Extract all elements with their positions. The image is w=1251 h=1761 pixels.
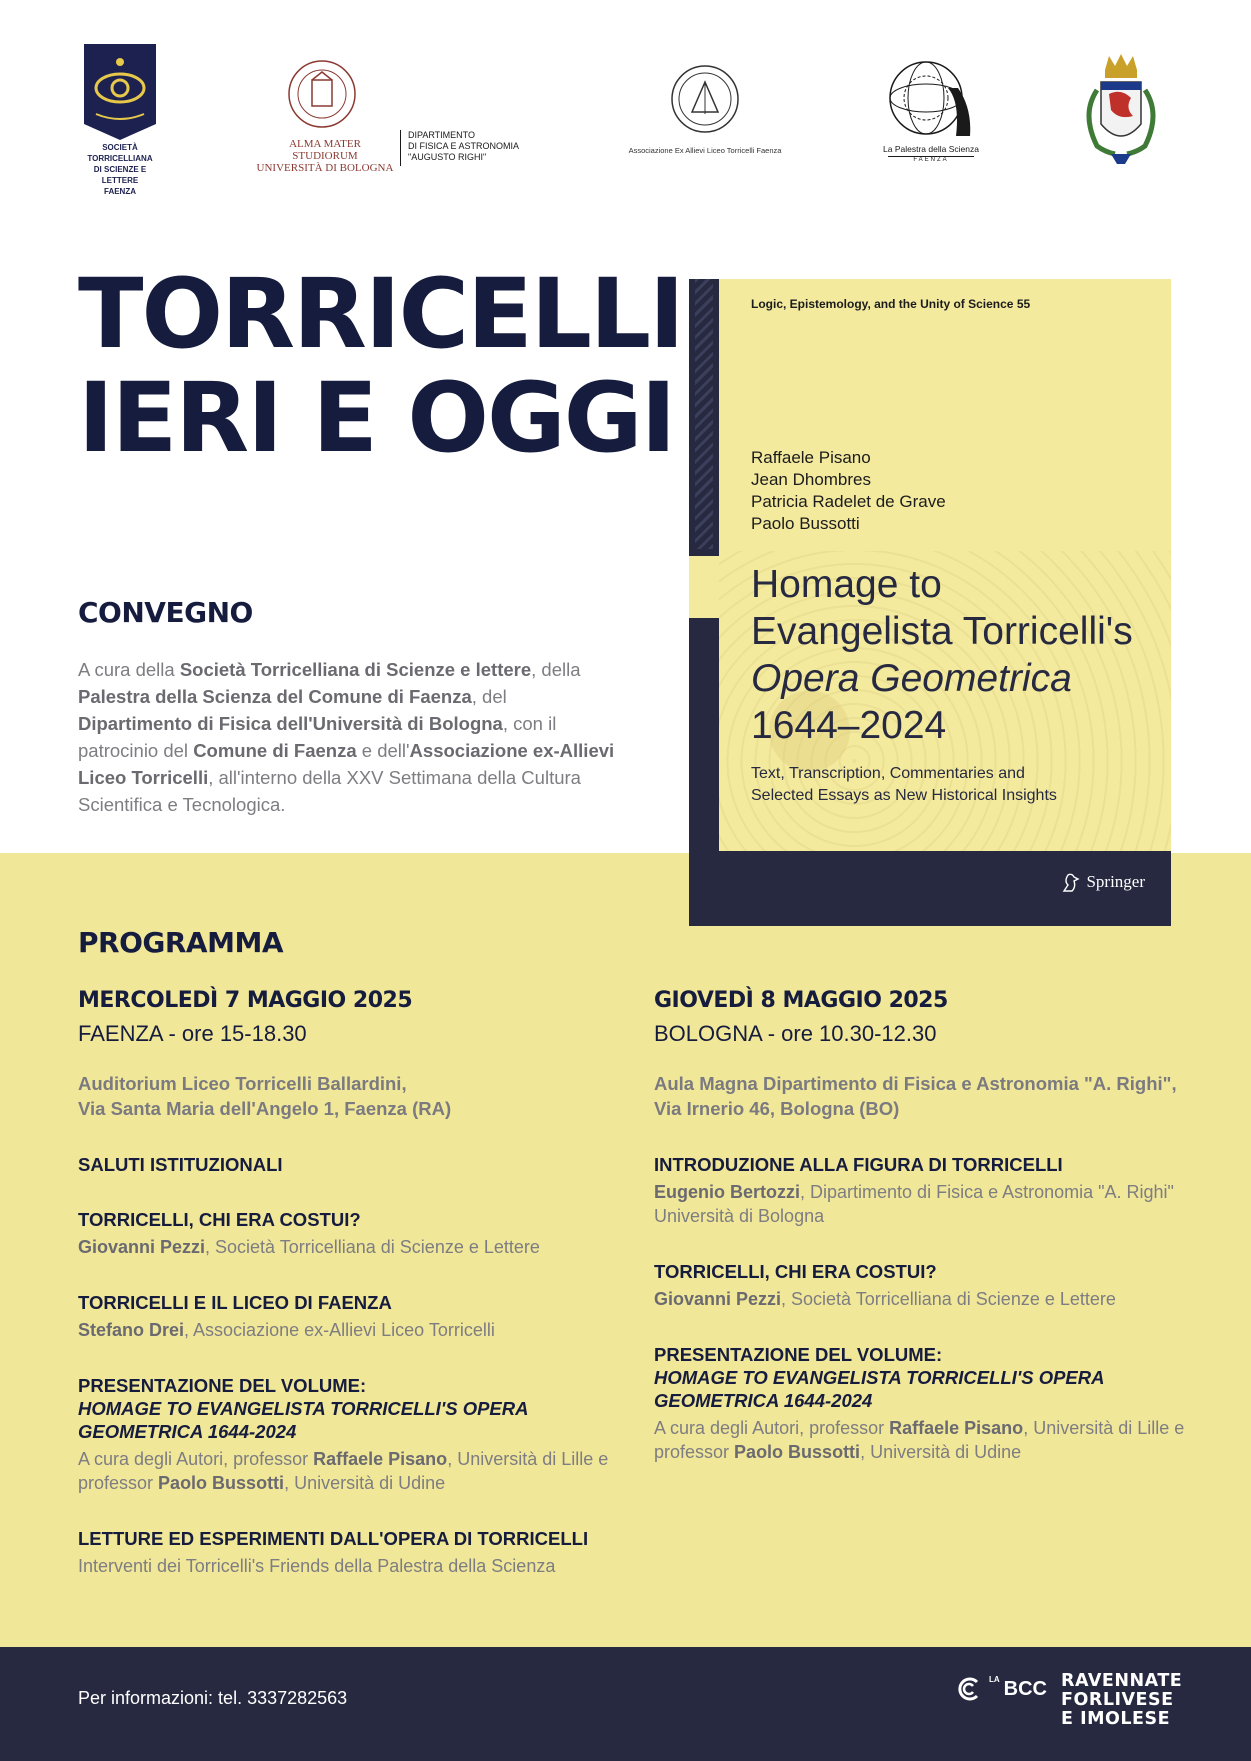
emphasized-text: Dipartimento di Fisica dell'Università di Bologna bbox=[78, 713, 503, 734]
program-item-description bbox=[654, 1287, 1194, 1311]
program-item-title-text: TORRICELLI, CHI ERA COSTUI? bbox=[654, 1261, 937, 1282]
comune-logo bbox=[1075, 54, 1167, 175]
program-item-title-text: INTRODUZIONE ALLA FIGURA DI TORRICELLI bbox=[654, 1154, 1063, 1175]
coat-of-arms-icon bbox=[1075, 54, 1167, 170]
text-segment: e dell' bbox=[356, 740, 410, 761]
contact-info: Per informazioni: tel. 3337282563 bbox=[78, 1688, 348, 1708]
bcc-region bbox=[1061, 1672, 1182, 1729]
book-notch bbox=[689, 556, 719, 618]
programma-heading: PROGRAMMA bbox=[78, 926, 283, 959]
program-item-description bbox=[78, 1235, 638, 1259]
emphasized-text: Eugenio Bertozzi bbox=[654, 1182, 801, 1202]
text-segment: , Università di Udine bbox=[860, 1442, 1022, 1462]
emphasized-text: Comune di Faenza bbox=[193, 740, 357, 761]
program-item-title bbox=[78, 1374, 638, 1443]
text-segment: , Società Torricelliana di Scienze e Lettere bbox=[205, 1237, 540, 1257]
palestra-logo bbox=[878, 58, 984, 163]
program-item-description bbox=[654, 1416, 1194, 1464]
unibo-name: ALMA MATER STUDIORUM bbox=[289, 138, 361, 162]
book-cover bbox=[689, 279, 1171, 926]
book-subtitle-line: Text, Transcription, Commentaries and bbox=[751, 765, 1025, 782]
program-item bbox=[78, 1153, 638, 1176]
venue-line: Via Irnerio 46, Bologna (BO) bbox=[654, 1098, 900, 1119]
day-heading: MERCOLEDÌ 7 MAGGIO 2025 bbox=[78, 988, 413, 1013]
program-item-title-text: TORRICELLI E IL LICEO DI FAENZA bbox=[78, 1292, 392, 1313]
book-author: Raffaele Pisano bbox=[751, 448, 871, 467]
text-segment: , con il patrocinio del bbox=[78, 713, 557, 761]
venue-line: Auditorium Liceo Torricelli Ballardini, bbox=[78, 1073, 407, 1094]
bcc-mark bbox=[955, 1674, 1047, 1704]
bcc-prefix: LA bbox=[989, 1674, 1000, 1684]
bcc-region-line: E IMOLESE bbox=[1061, 1709, 1171, 1729]
emphasized-text: Paolo Bussotti bbox=[734, 1442, 861, 1462]
program-day-left bbox=[78, 988, 638, 1578]
program-item-title bbox=[78, 1527, 638, 1550]
book-spine-pattern bbox=[695, 279, 713, 549]
program-item-description bbox=[78, 1318, 638, 1342]
text-segment: , della bbox=[531, 659, 581, 680]
unibo-seal-icon bbox=[286, 58, 358, 130]
program-item-description bbox=[78, 1554, 638, 1578]
program-item-book-title: HOMAGE TO EVANGELISTA TORRICELLI'S OPERA GEOMETRICA 1644-2024 bbox=[654, 1367, 1104, 1411]
book-title-line: Evangelista Torricelli's bbox=[751, 610, 1133, 653]
program-day-right bbox=[654, 988, 1194, 1464]
logo-strip bbox=[0, 0, 1251, 200]
palestra-name: La Palestra della Scienza bbox=[883, 144, 979, 154]
emphasized-text: Stefano Drei bbox=[78, 1320, 185, 1340]
day-place: FAENZA - ore 15-18.30 bbox=[78, 1021, 307, 1046]
day-venue bbox=[654, 1071, 1194, 1121]
torricelliana-logo bbox=[78, 44, 162, 197]
program-item-description bbox=[654, 1180, 1194, 1228]
book-author: Jean Dhombres bbox=[751, 470, 872, 489]
program-item-title bbox=[78, 1153, 638, 1176]
program-item-title bbox=[654, 1153, 1194, 1176]
text-segment: A cura degli Autori, professor bbox=[654, 1418, 890, 1438]
book-series: Logic, Epistemology, and the Unity of Science 55 bbox=[751, 297, 1031, 311]
department-name: DIPARTIMENTO bbox=[408, 130, 476, 140]
day-venue bbox=[78, 1071, 638, 1121]
text-segment: , Università di Udine bbox=[284, 1473, 446, 1493]
department-name: "AUGUSTO RIGHI" bbox=[408, 152, 487, 162]
torricelliana-line: SOCIETÀ TORRICELLIANA bbox=[87, 143, 153, 163]
bcc-name: BCC bbox=[1003, 1677, 1048, 1700]
program-item bbox=[654, 1260, 1194, 1311]
emphasized-text: Associazione ex-Allievi Liceo Torricelli bbox=[78, 740, 615, 788]
emphasized-text: Giovanni Pezzi bbox=[654, 1289, 782, 1309]
exallievi-seal-icon bbox=[670, 62, 740, 136]
text-segment: A cura della bbox=[78, 659, 180, 680]
emphasized-text: Raffaele Pisano bbox=[313, 1449, 448, 1469]
text-segment: , Università di Lille e professor bbox=[654, 1418, 1185, 1462]
book-publisher bbox=[1060, 871, 1145, 893]
book-title-line: Homage to bbox=[751, 563, 942, 606]
bcc-region-line: RAVENNATE bbox=[1061, 1671, 1183, 1691]
book-author: Paolo Bussotti bbox=[751, 514, 860, 533]
text-segment: , del bbox=[471, 686, 507, 707]
convegno-intro bbox=[78, 656, 618, 818]
program-item-title-text: PRESENTAZIONE DEL VOLUME: bbox=[654, 1344, 943, 1365]
torricelliana-line: DI SCIENZE E LETTERE bbox=[93, 165, 147, 185]
program-item bbox=[78, 1374, 638, 1495]
emphasized-text: Società Torricelliana di Scienze e lettere bbox=[179, 659, 532, 680]
text-segment: Interventi dei Torricelli's Friends della Palestra della Scienza bbox=[78, 1556, 556, 1576]
emphasized-text: Giovanni Pezzi bbox=[78, 1237, 206, 1257]
program-item bbox=[654, 1153, 1194, 1228]
venue-line: Aula Magna Dipartimento di Fisica e Astronomia "A. Righi", bbox=[654, 1073, 1177, 1094]
bcc-region-line: FORLIVESE bbox=[1061, 1690, 1174, 1710]
program-item-title-text: SALUTI ISTITUZIONALI bbox=[78, 1154, 283, 1175]
program-item-title bbox=[654, 1343, 1194, 1412]
book-title-line: Opera Geometrica bbox=[751, 657, 1072, 700]
book-author: Patricia Radelet de Grave bbox=[751, 492, 946, 511]
program-item-title bbox=[78, 1291, 638, 1314]
program-item-title bbox=[654, 1260, 1194, 1283]
page-title bbox=[78, 258, 683, 474]
program-item bbox=[654, 1343, 1194, 1464]
palestra-globe-icon bbox=[886, 58, 976, 142]
title-line: IERI E OGGI bbox=[78, 362, 675, 474]
exallievi-name: Associazione Ex Allievi Liceo Torricelli Faenza bbox=[628, 146, 782, 155]
exallievi-logo bbox=[615, 62, 795, 155]
venue-line: Via Santa Maria dell'Angelo 1, Faenza (RA) bbox=[78, 1098, 452, 1119]
bcc-symbol-icon bbox=[955, 1674, 985, 1704]
program-item-description bbox=[78, 1447, 638, 1495]
book-subtitle bbox=[751, 763, 1057, 807]
program-item-title-text: TORRICELLI, CHI ERA COSTUI? bbox=[78, 1209, 361, 1230]
program-item-title-text: PRESENTAZIONE DEL VOLUME: bbox=[78, 1375, 367, 1396]
program-item bbox=[78, 1291, 638, 1342]
torricelliana-line: FAENZA bbox=[104, 187, 136, 196]
program-item bbox=[78, 1527, 638, 1578]
program-item-title bbox=[78, 1208, 638, 1231]
text-segment: , Dipartimento di Fisica e Astronomia "A. Righi" Università di Bologna bbox=[654, 1182, 1174, 1226]
program-item-title-text: LETTURE ED ESPERIMENTI DALL'OPERA DI TORRICELLI bbox=[78, 1528, 589, 1549]
book-title bbox=[751, 561, 1133, 749]
book-authors bbox=[751, 447, 946, 535]
text-segment: , Università di Lille e professor bbox=[78, 1449, 609, 1493]
emphasized-text: Paolo Bussotti bbox=[158, 1473, 285, 1493]
bcc-logo bbox=[955, 1672, 1182, 1729]
department-name: DI FISICA E ASTRONOMIA bbox=[408, 141, 520, 151]
emphasized-text: Palestra della Scienza del Comune di Faenza bbox=[78, 686, 472, 707]
palestra-city: FAENZA bbox=[888, 156, 974, 163]
text-segment: , Società Torricelliana di Scienze e Lettere bbox=[781, 1289, 1116, 1309]
book-subtitle-line: Selected Essays as New Historical Insights bbox=[751, 787, 1057, 804]
title-line: TORRICELLI bbox=[78, 258, 683, 370]
program-item-book-title: HOMAGE TO EVANGELISTA TORRICELLI'S OPERA GEOMETRICA 1644-2024 bbox=[78, 1398, 528, 1442]
torricelliana-emblem-icon bbox=[82, 44, 158, 140]
text-segment: , Associazione ex-Allievi Liceo Torricelli bbox=[184, 1320, 495, 1340]
book-title-line: 1644–2024 bbox=[751, 704, 947, 747]
text-segment: A cura degli Autori, professor bbox=[78, 1449, 314, 1469]
day-heading: GIOVEDÌ 8 MAGGIO 2025 bbox=[654, 988, 948, 1013]
text-segment: , all'interno della XXV Settimana della Cultura Scientifica e Tecnologica. bbox=[78, 767, 581, 815]
publisher-name: Springer bbox=[1086, 872, 1145, 891]
program-item bbox=[78, 1208, 638, 1259]
day-place: BOLOGNA - ore 10.30-12.30 bbox=[654, 1021, 937, 1046]
unibo-divider bbox=[400, 130, 401, 166]
convegno-heading: CONVEGNO bbox=[78, 596, 253, 629]
springer-horse-icon bbox=[1060, 871, 1080, 893]
unibo-name: UNIVERSITÀ DI BOLOGNA bbox=[256, 162, 394, 174]
emphasized-text: Raffaele Pisano bbox=[889, 1418, 1024, 1438]
unibo-logo bbox=[256, 58, 526, 174]
